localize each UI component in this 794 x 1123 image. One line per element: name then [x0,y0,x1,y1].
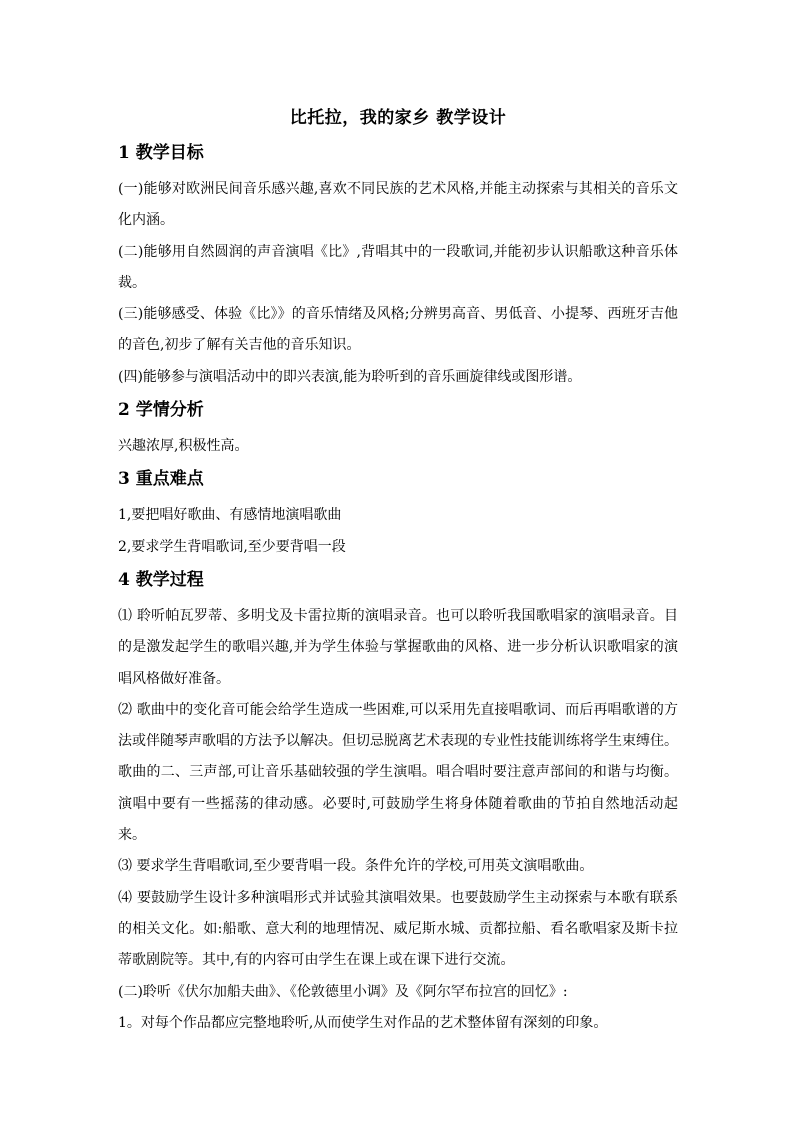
objective-paragraph-1: (一)能够对欧洲民间音乐感兴趣,喜欢不同民族的艺术风格,并能主动探索与其相关的音乐文化内涵。 [118,181,678,229]
process-paragraph-2: ⑵ 歌曲中的变化音可能会给学生造成一些困难,可以采用先直接唱歌词、而后再唱歌谱的方法或伴随琴声歌唱的方法予以解决。但切忌脱离艺术表现的专业性技能训练将学生束缚住。歌曲的二、三声部,可让音乐基础较强的学生演唱。唱合唱时要注意声部间的和谐与均衡。演唱中要有一些摇荡的律动感。必要时,可鼓励学生将身体随着歌曲的节拍自然地活动起来。 [118,701,678,844]
page-title: 比托拉，我的家乡 教学设计 [289,108,507,128]
objective-paragraph-3: (三)能够感受、体验《比》》的音乐情绪及风格;分辨男高音、男低音、小提琴、西班牙吉他的音色,初步了解有关吉他的音乐知识。 [118,306,678,354]
section-heading-learner-analysis: 2 学情分析 [118,400,204,421]
objective-paragraph-2: (二)能够用自然圆润的声音演唱《比》,背唱其中的一段歌词,并能初步认识船歌这种音乐体裁。 [118,243,678,291]
process-paragraph-4: ⑷ 要鼓励学生设计多种演唱形式并试验其演唱效果。也要鼓励学生主动探索与本歌有联系的相关文化。如:船歌、意大利的地理情况、威尼斯水城、贡都拉船、看名歌唱家及斯卡拉蒂歌剧院等。其中,有的内容可由学生在课上或在课下进行交流。 [118,889,678,969]
document-body [118,104,678,1039]
objective-paragraph-4: (四)能够参与演唱活动中的即兴表演,能为聆听到的音乐画旋律线或图形谱。 [118,368,582,385]
section-heading-objectives: 1 教学目标 [118,143,204,163]
process-paragraph-3: ⑶ 要求学生背唱歌词,至少要背唱一段。条件允许的学校,可用英文演唱歌曲。 [118,858,594,875]
section-heading-key-points: 3 重点难点 [118,469,204,490]
learner-analysis-paragraph: 兴趣浓厚,积极性高。 [118,438,249,455]
process-paragraph-6: 1。对每个作品都应完整地聆听,从而使学生对作品的艺术整体留有深刻的印象。 [118,1014,608,1031]
section-heading-teaching-process: 4 教学过程 [118,569,204,590]
process-paragraph-5: (二)聆听《伏尔加船夫曲》、《伦敦德里小调》及《阿尔罕布拉宫的回忆》: [118,983,568,1000]
key-point-paragraph-1: 1,要把唱好歌曲、有感情地演唱歌曲 [118,507,342,524]
process-paragraph-1: ⑴ 聆听帕瓦罗蒂、多明戈及卡雷拉斯的演唱录音。也可以聆听我国歌唱家的演唱录音。目的是激发起学生的歌唱兴趣,并为学生体验与掌握歌曲的风格、进一步分析认识歌唱家的演唱风格做好准备。 [118,607,678,687]
key-point-paragraph-2: 2,要求学生背唱歌词,至少要背唱一段 [118,538,346,555]
